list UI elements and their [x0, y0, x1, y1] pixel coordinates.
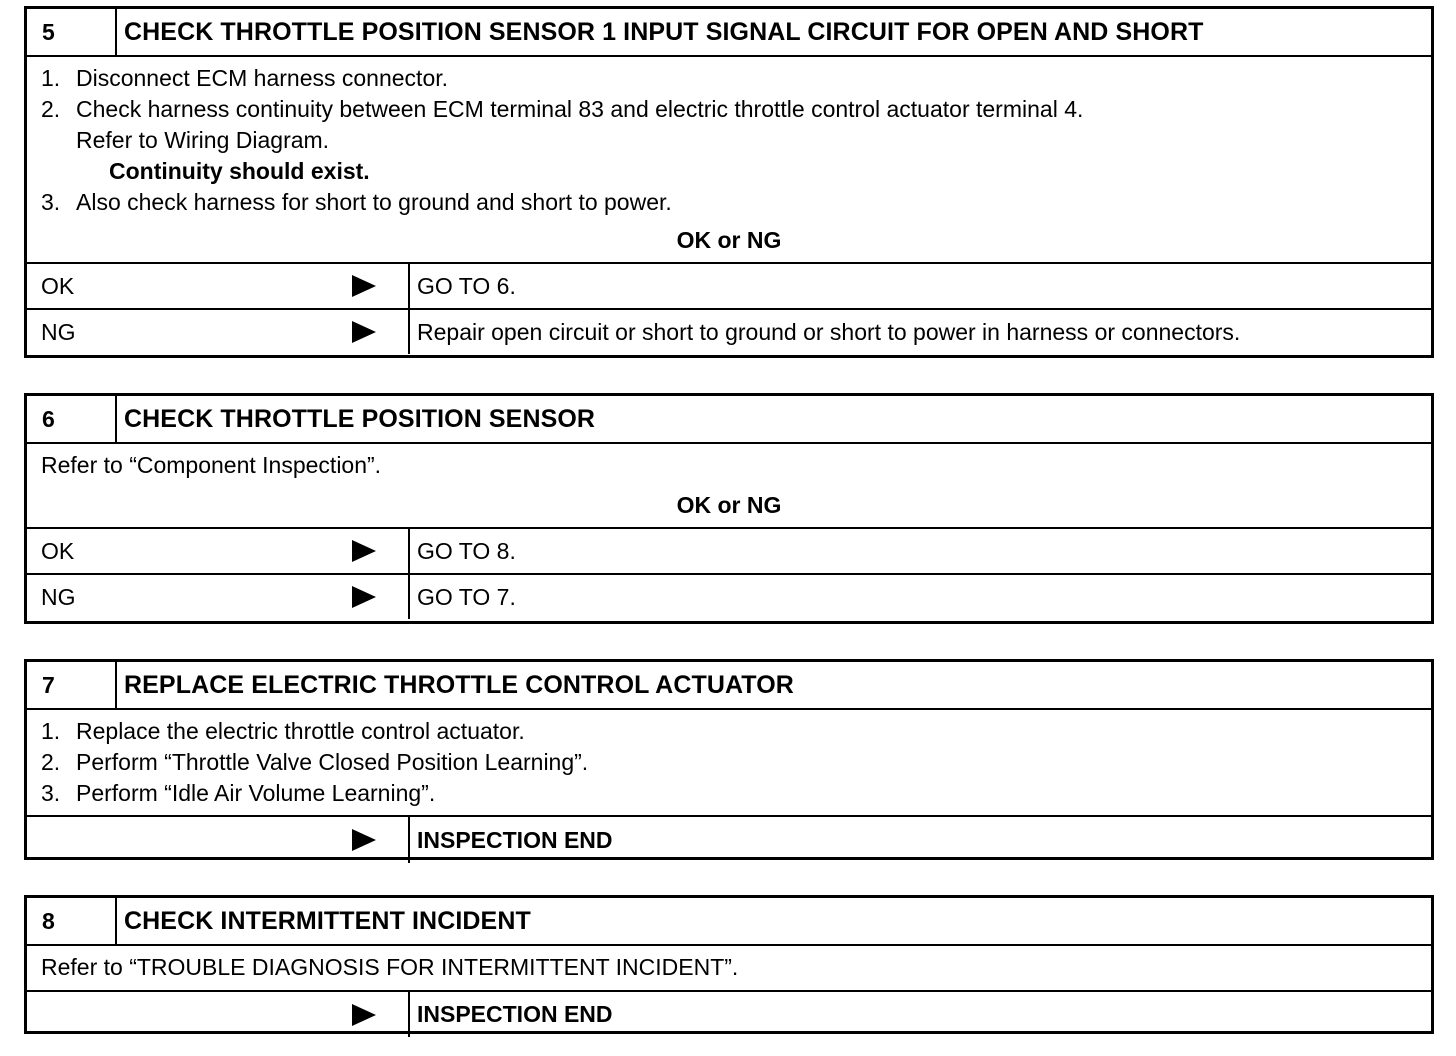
refer-note: Refer to “Component Inspection”.	[41, 452, 382, 478]
result-row	[27, 990, 1431, 1037]
result-action: INSPECTION END	[417, 1001, 613, 1027]
arrow-right-icon	[352, 275, 376, 297]
list-item: 2. Perform “Throttle Valve Closed Position Learning”.	[41, 749, 589, 775]
result-action: GO TO 8.	[417, 537, 516, 564]
result-label: OK	[41, 272, 75, 299]
list-item: 1. Disconnect ECM harness connector.	[41, 65, 449, 91]
step-instructions	[27, 57, 1431, 222]
step-6-block	[24, 393, 1434, 624]
result-action: GO TO 6.	[417, 272, 516, 299]
step-title: REPLACE ELECTRIC THROTTLE CONTROL ACTUATOR	[124, 670, 794, 699]
result-row-ng	[27, 308, 1431, 354]
result-label: OK	[41, 537, 75, 564]
step-title: CHECK THROTTLE POSITION SENSOR 1 INPUT SIGNAL CIRCUIT FOR OPEN AND SHORT	[124, 17, 1204, 46]
result-action: Repair open circuit or short to ground or short to power in harness or connectors.	[417, 318, 1241, 345]
list-item: 3. Also check harness for short to ground and short to power.	[41, 189, 672, 215]
arrow-right-icon	[352, 321, 376, 343]
step-number: 5	[27, 9, 117, 55]
step-7-block	[24, 659, 1434, 860]
step-header	[27, 662, 1431, 710]
refer-note: Refer to “TROUBLE DIAGNOSIS FOR INTERMITTENT INCIDENT”.	[41, 954, 739, 980]
arrow-right-icon	[352, 586, 376, 608]
result-action: GO TO 7.	[417, 583, 516, 610]
list-item: 1. Replace the electric throttle control actuator.	[41, 718, 525, 744]
step-number: 7	[27, 662, 117, 708]
ok-or-ng-label: OK or NG	[676, 492, 782, 518]
step-instructions	[27, 710, 1431, 815]
arrow-right-icon	[352, 1004, 376, 1026]
step-number: 6	[27, 396, 117, 442]
arrow-right-icon	[352, 829, 376, 851]
ok-or-ng-label: OK or NG	[676, 227, 782, 253]
list-item: 3. Perform “Idle Air Volume Learning”.	[41, 780, 436, 806]
step-8-block	[24, 895, 1434, 1034]
result-label: NG	[41, 583, 76, 610]
result-action: INSPECTION END	[417, 826, 613, 853]
result-row-ok	[27, 262, 1431, 308]
step-5-block	[24, 6, 1434, 358]
result-label: NG	[41, 318, 76, 345]
step-header	[27, 9, 1431, 57]
result-row-ng	[27, 573, 1431, 619]
step-title: CHECK THROTTLE POSITION SENSOR	[124, 404, 596, 433]
step-number: 8	[27, 898, 117, 944]
result-row	[27, 815, 1431, 863]
step-header	[27, 898, 1431, 946]
expected-result: Continuity should exist.	[109, 158, 370, 184]
step-title: CHECK INTERMITTENT INCIDENT	[124, 906, 531, 935]
list-item: 2. Check harness continuity between ECM terminal 83 and electric throttle control actuator terminal 4.	[41, 96, 1084, 122]
result-row-ok	[27, 527, 1431, 573]
refer-note: Refer to Wiring Diagram.	[76, 127, 330, 153]
arrow-right-icon	[352, 540, 376, 562]
step-header	[27, 396, 1431, 444]
